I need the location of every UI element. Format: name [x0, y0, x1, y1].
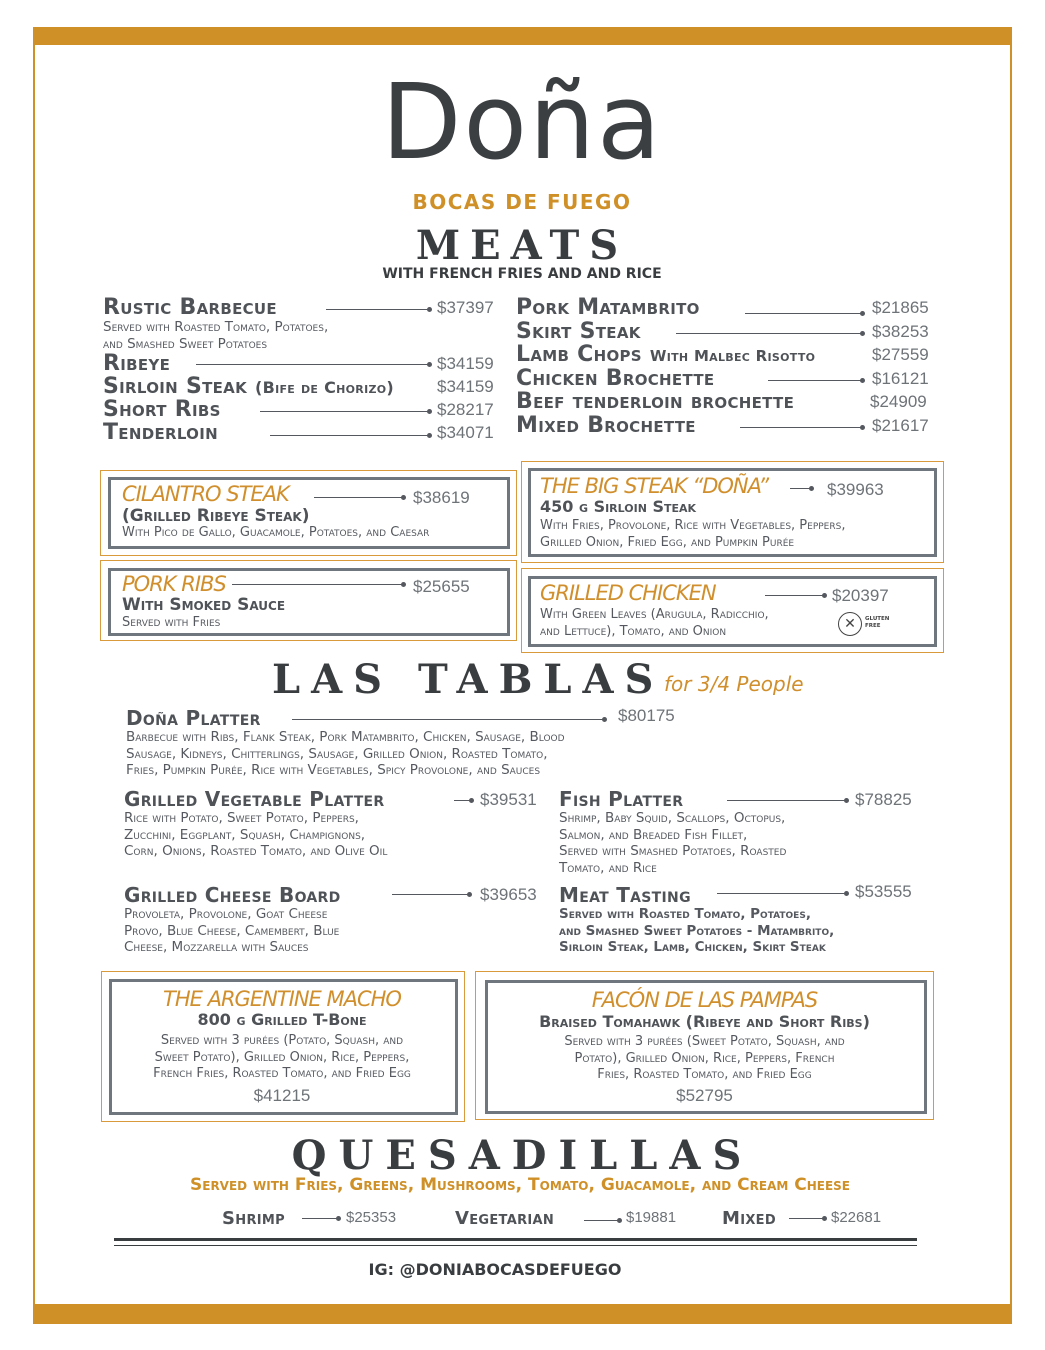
meats-subtitle: WITH FRENCH FRIES AND AND RICE	[382, 266, 662, 282]
brand-logo: Doña	[381, 61, 663, 183]
special-sub-bigsteak: 450 g Sirloin Steak	[540, 497, 697, 516]
special-desc-facon: Served with 3 purées (Sweet Potato, Squash, and Potato), Grilled Onion, Rice, Peppers, French Fries, Roasted Tomato, and Fried Egg	[564, 1034, 845, 1082]
desc-cheese-board: Provoleta, Provolone, Goat Cheese Provo, Blue Cheese, Camembert, Blue Cheese, Mozzarella with Sauces	[124, 906, 340, 955]
leader-line	[727, 800, 847, 801]
price-meat-tasting: $53555	[855, 882, 912, 901]
leader-line	[196, 364, 430, 365]
item-mixed-brochette: Mixed Brochette	[516, 413, 696, 438]
leader-line	[717, 893, 847, 894]
price-pork-matambrito: $21865	[872, 298, 929, 317]
special-desc-macho: Served with 3 purées (Potato, Squash, and Sweet Potato), Grilled Onion, Rice, Peppers, French Fries, Roasted Tomato, and Fried Egg	[153, 1033, 411, 1081]
item-rustic-barbecue: Rustic Barbecue	[103, 295, 277, 320]
tablas-heading: LAS TABLAS	[272, 656, 665, 703]
price-skirt-steak: $38253	[872, 322, 929, 341]
price-beef-tenderloin-brochette: $24909	[870, 392, 927, 411]
quesadillas-heading: QUESADILLAS	[291, 1132, 754, 1179]
leader-line	[270, 435, 430, 436]
special-desc-bigsteak: With Fries, Provolone, Rice with Vegetables, Peppers, Grilled Onion, Fried Egg, and Pumpkin Purée	[540, 518, 846, 550]
divider	[114, 1238, 917, 1241]
item-shrimp: Shrimp	[222, 1208, 285, 1229]
price-mixed: $22681	[831, 1209, 882, 1226]
desc-dona-platter: Barbecue with Ribs, Flank Steak, Pork Matambrito, Chicken, Sausage, Blood Sausage, Kidneys, Chitterlings, Sausage, Grilled Onion, Roasted Tomato, Fries, Pumpkin Purée, Rice with Vegetables, Spicy Provolone, and Sauces	[126, 729, 565, 778]
price-sirloin-steak: $34159	[437, 377, 494, 396]
price-lamb-chops: $27559	[872, 345, 929, 364]
special-desc-porkribs: Served with Fries	[122, 615, 221, 630]
special-sub-porkribs: With Smoked Sauce	[122, 595, 286, 615]
brand-tagline: BOCAS DE FUEGO	[412, 190, 632, 214]
special-sub-macho: 800 g Grilled T-Bone	[197, 1010, 367, 1029]
leader-line	[314, 497, 404, 498]
item-vegetarian: Vegetarian	[455, 1208, 555, 1229]
special-price-chicken: $20397	[832, 586, 889, 605]
special-sub-cilantro: (Grilled Ribeye Steak)	[122, 506, 310, 526]
desc-fish-platter: Shrimp, Baby Squid, Scallops, Octopus, Salmon, and Breaded Fish Fillet, Served with Smashed Potatoes, Roasted Tomato, and Rice	[559, 810, 787, 876]
quesadillas-subtitle: Served with Fries, Greens, Mushrooms, Tomato, Guacamole, and Cream Cheese	[190, 1175, 850, 1195]
price-chicken-brochette: $16121	[872, 369, 929, 388]
special-price-bigsteak: $39963	[827, 480, 884, 499]
item-fish-platter: Fish Platter	[559, 787, 684, 811]
item-chicken-brochette: Chicken Brochette	[516, 366, 715, 391]
item-sirloin-steak: Sirloin Steak (Bife de Chorizo)	[103, 374, 395, 399]
leader-line	[676, 333, 863, 334]
leader-line	[790, 488, 812, 489]
leader-line	[292, 719, 605, 720]
price-shrimp: $25353	[346, 1209, 397, 1226]
divider	[114, 1245, 917, 1246]
price-rustic-barbecue: $37397	[437, 298, 494, 317]
meats-heading: MEATS	[415, 222, 629, 269]
special-price-facon: $52795	[676, 1086, 733, 1105]
special-title-chicken: GRILLED CHICKEN	[540, 581, 716, 605]
item-pork-matambrito: Pork Matambrito	[516, 295, 700, 320]
special-title-porkribs: PORK RIBS	[122, 572, 226, 596]
leader-line	[765, 595, 825, 596]
item-beef-tenderloin-brochette: Beef tenderloin brochette	[516, 389, 795, 414]
item-dona-platter: Doña Platter	[126, 706, 261, 730]
desc-vegetable-platter: Rice with Potato, Sweet Potato, Peppers, Zucchini, Eggplant, Squash, Champignons, Corn, Onions, Roasted Tomato, and Olive Oil	[124, 810, 388, 859]
leader-line	[302, 1218, 339, 1219]
special-price-cilantro: $38619	[413, 488, 470, 507]
leader-line	[392, 894, 470, 895]
item-tenderloin: Tenderloin	[103, 420, 218, 445]
price-short-ribs: $28217	[437, 400, 494, 419]
gluten-free-icon: ✕	[838, 612, 862, 636]
leader-line	[232, 584, 404, 585]
leader-line	[454, 800, 472, 801]
leader-line	[326, 309, 430, 310]
item-lamb-chops: Lamb Chops With Malbec Risotto	[516, 342, 816, 367]
price-cheese-board: $39653	[480, 885, 537, 904]
leader-line	[740, 427, 863, 428]
price-fish-platter: $78825	[855, 790, 912, 809]
special-price-macho: $41215	[253, 1086, 311, 1105]
item-mixed: Mixed	[722, 1208, 776, 1229]
leader-line	[768, 380, 863, 381]
price-mixed-brochette: $21617	[872, 416, 929, 435]
desc-rustic-barbecue: Served with Roasted Tomato, Potatoes, and Smashed Sweet Potatoes	[103, 319, 329, 352]
leader-line	[260, 411, 430, 412]
item-ribeye: Ribeye	[103, 351, 171, 376]
special-price-porkribs: $25655	[413, 577, 470, 596]
gluten-free-badge: GLUTEN FREE	[865, 616, 890, 629]
leader-line	[789, 1218, 825, 1219]
item-vegetable-platter: Grilled Vegetable Platter	[124, 787, 385, 811]
price-ribeye: $34159	[437, 354, 494, 373]
desc-meat-tasting: Served with Roasted Tomato, Potatoes, and Smashed Sweet Potatoes - Matambrito, Sirloin Steak, Lamb, Chicken, Skirt Steak	[559, 906, 835, 955]
item-cheese-board: Grilled Cheese Board	[124, 883, 341, 907]
price-vegetable-platter: $39531	[480, 790, 537, 809]
special-title-bigsteak: THE BIG STEAK “DOÑA”	[540, 474, 769, 498]
special-sub-facon: Braised Tomahawk (Ribeye and Short Ribs)	[539, 1012, 870, 1031]
leader-line	[584, 1220, 620, 1221]
special-desc-chicken: With Green Leaves (Arugula, Radicchio, and Lettuce), Tomato, and Onion	[540, 607, 769, 639]
special-title-macho: THE ARGENTINE MACHO	[163, 987, 401, 1011]
price-dona-platter: $80175	[618, 706, 675, 725]
price-tenderloin: $34071	[437, 423, 494, 442]
item-short-ribs: Short Ribs	[103, 397, 221, 422]
leader-line	[745, 313, 863, 314]
special-title-cilantro: CILANTRO STEAK	[122, 482, 289, 506]
instagram-handle: IG: @DONIABOCASDEFUEGO	[368, 1260, 622, 1279]
special-title-facon: FACÓN DE LAS PAMPAS	[591, 988, 818, 1012]
tablas-subtitle: for 3/4 People	[664, 672, 804, 696]
item-skirt-steak: Skirt Steak	[516, 319, 641, 344]
item-meat-tasting: Meat Tasting	[559, 883, 691, 907]
special-desc-cilantro: With Pico de Gallo, Guacamole, Potatoes, and Caesar	[122, 525, 430, 540]
price-vegetarian: $19881	[626, 1209, 677, 1226]
